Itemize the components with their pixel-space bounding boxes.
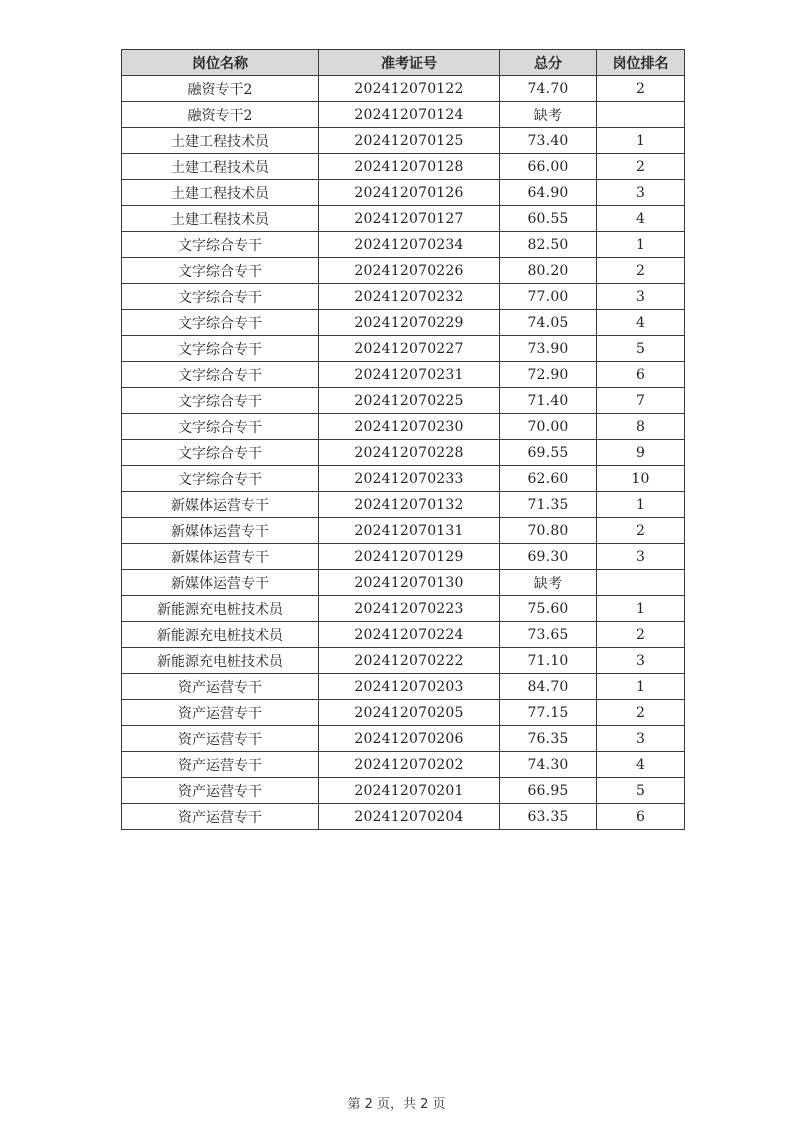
cell-position-rank: 6 bbox=[597, 362, 685, 388]
table-row bbox=[122, 674, 685, 700]
cell-total-score: 73.40 bbox=[500, 128, 597, 154]
cell-exam-number: 202412070225 bbox=[319, 388, 500, 414]
cell-exam-number: 202412070232 bbox=[319, 284, 500, 310]
cell-position-rank: 6 bbox=[597, 804, 685, 830]
cell-position-name: 新能源充电桩技术员 bbox=[122, 596, 319, 622]
cell-position-rank: 9 bbox=[597, 440, 685, 466]
table-row bbox=[122, 388, 685, 414]
cell-position-rank: 4 bbox=[597, 310, 685, 336]
cell-position-rank: 3 bbox=[597, 726, 685, 752]
cell-position-name: 土建工程技术员 bbox=[122, 154, 319, 180]
cell-total-score: 76.35 bbox=[500, 726, 597, 752]
cell-total-score: 缺考 bbox=[500, 570, 597, 596]
cell-position-rank: 3 bbox=[597, 544, 685, 570]
cell-total-score: 75.60 bbox=[500, 596, 597, 622]
table-row bbox=[122, 440, 685, 466]
cell-total-score: 66.95 bbox=[500, 778, 597, 804]
cell-position-name: 新能源充电桩技术员 bbox=[122, 648, 319, 674]
table-row bbox=[122, 518, 685, 544]
score-table bbox=[121, 49, 685, 830]
cell-position-rank bbox=[597, 102, 685, 128]
header-position-name: 岗位名称 bbox=[122, 50, 319, 76]
cell-position-name: 资产运营专干 bbox=[122, 778, 319, 804]
cell-total-score: 64.90 bbox=[500, 180, 597, 206]
table-row bbox=[122, 154, 685, 180]
cell-position-rank: 1 bbox=[597, 674, 685, 700]
cell-exam-number: 202412070229 bbox=[319, 310, 500, 336]
cell-total-score: 84.70 bbox=[500, 674, 597, 700]
cell-position-name: 融资专干2 bbox=[122, 76, 319, 102]
cell-position-name: 新媒体运营专干 bbox=[122, 544, 319, 570]
cell-exam-number: 202412070234 bbox=[319, 232, 500, 258]
cell-total-score: 72.90 bbox=[500, 362, 597, 388]
cell-exam-number: 202412070206 bbox=[319, 726, 500, 752]
cell-position-rank: 2 bbox=[597, 622, 685, 648]
cell-exam-number: 202412070126 bbox=[319, 180, 500, 206]
cell-total-score: 62.60 bbox=[500, 466, 597, 492]
cell-total-score: 63.35 bbox=[500, 804, 597, 830]
cell-exam-number: 202412070124 bbox=[319, 102, 500, 128]
cell-total-score: 71.40 bbox=[500, 388, 597, 414]
table-row bbox=[122, 778, 685, 804]
cell-exam-number: 202412070227 bbox=[319, 336, 500, 362]
table-row bbox=[122, 206, 685, 232]
table-row bbox=[122, 804, 685, 830]
cell-total-score: 71.10 bbox=[500, 648, 597, 674]
cell-exam-number: 202412070230 bbox=[319, 414, 500, 440]
cell-position-rank bbox=[597, 570, 685, 596]
table-row bbox=[122, 76, 685, 102]
table-row bbox=[122, 622, 685, 648]
cell-position-rank: 3 bbox=[597, 284, 685, 310]
cell-position-name: 资产运营专干 bbox=[122, 752, 319, 778]
cell-position-name: 新能源充电桩技术员 bbox=[122, 622, 319, 648]
cell-position-rank: 4 bbox=[597, 206, 685, 232]
cell-exam-number: 202412070205 bbox=[319, 700, 500, 726]
cell-position-name: 文字综合专干 bbox=[122, 232, 319, 258]
cell-total-score: 66.00 bbox=[500, 154, 597, 180]
cell-exam-number: 202412070222 bbox=[319, 648, 500, 674]
cell-position-name: 文字综合专干 bbox=[122, 466, 319, 492]
cell-total-score: 82.50 bbox=[500, 232, 597, 258]
header-position-rank: 岗位排名 bbox=[597, 50, 685, 76]
cell-exam-number: 202412070228 bbox=[319, 440, 500, 466]
cell-position-name: 土建工程技术员 bbox=[122, 206, 319, 232]
cell-position-name: 文字综合专干 bbox=[122, 388, 319, 414]
table-row bbox=[122, 284, 685, 310]
table-row bbox=[122, 258, 685, 284]
cell-position-rank: 3 bbox=[597, 648, 685, 674]
cell-position-rank: 2 bbox=[597, 700, 685, 726]
cell-exam-number: 202412070231 bbox=[319, 362, 500, 388]
table-row bbox=[122, 414, 685, 440]
cell-total-score: 70.00 bbox=[500, 414, 597, 440]
cell-total-score: 74.05 bbox=[500, 310, 597, 336]
cell-position-name: 文字综合专干 bbox=[122, 414, 319, 440]
table-row bbox=[122, 310, 685, 336]
cell-position-rank: 2 bbox=[597, 518, 685, 544]
cell-position-rank: 1 bbox=[597, 492, 685, 518]
cell-position-rank: 2 bbox=[597, 258, 685, 284]
cell-exam-number: 202412070204 bbox=[319, 804, 500, 830]
table-row bbox=[122, 362, 685, 388]
cell-position-rank: 7 bbox=[597, 388, 685, 414]
table-row bbox=[122, 180, 685, 206]
cell-position-name: 土建工程技术员 bbox=[122, 180, 319, 206]
cell-exam-number: 202412070130 bbox=[319, 570, 500, 596]
cell-exam-number: 202412070202 bbox=[319, 752, 500, 778]
cell-total-score: 70.80 bbox=[500, 518, 597, 544]
cell-exam-number: 202412070129 bbox=[319, 544, 500, 570]
table-row bbox=[122, 102, 685, 128]
cell-exam-number: 202412070223 bbox=[319, 596, 500, 622]
cell-position-name: 新媒体运营专干 bbox=[122, 518, 319, 544]
table-row bbox=[122, 544, 685, 570]
cell-position-rank: 10 bbox=[597, 466, 685, 492]
cell-position-name: 融资专干2 bbox=[122, 102, 319, 128]
cell-total-score: 74.30 bbox=[500, 752, 597, 778]
cell-exam-number: 202412070233 bbox=[319, 466, 500, 492]
cell-position-rank: 5 bbox=[597, 336, 685, 362]
cell-position-rank: 1 bbox=[597, 596, 685, 622]
cell-position-rank: 2 bbox=[597, 154, 685, 180]
table-row bbox=[122, 726, 685, 752]
cell-position-name: 文字综合专干 bbox=[122, 362, 319, 388]
cell-position-name: 文字综合专干 bbox=[122, 440, 319, 466]
cell-total-score: 69.30 bbox=[500, 544, 597, 570]
cell-total-score: 74.70 bbox=[500, 76, 597, 102]
cell-exam-number: 202412070201 bbox=[319, 778, 500, 804]
cell-exam-number: 202412070125 bbox=[319, 128, 500, 154]
table-body bbox=[122, 76, 685, 830]
cell-position-name: 文字综合专干 bbox=[122, 336, 319, 362]
cell-position-name: 新媒体运营专干 bbox=[122, 570, 319, 596]
table-row bbox=[122, 648, 685, 674]
table-row bbox=[122, 492, 685, 518]
cell-position-rank: 5 bbox=[597, 778, 685, 804]
table-row bbox=[122, 128, 685, 154]
table-row bbox=[122, 752, 685, 778]
header-exam-number: 准考证号 bbox=[319, 50, 500, 76]
cell-exam-number: 202412070132 bbox=[319, 492, 500, 518]
cell-exam-number: 202412070226 bbox=[319, 258, 500, 284]
cell-total-score: 69.55 bbox=[500, 440, 597, 466]
cell-position-rank: 1 bbox=[597, 128, 685, 154]
cell-position-rank: 8 bbox=[597, 414, 685, 440]
cell-position-name: 新媒体运营专干 bbox=[122, 492, 319, 518]
cell-total-score: 77.00 bbox=[500, 284, 597, 310]
cell-position-name: 资产运营专干 bbox=[122, 726, 319, 752]
cell-exam-number: 202412070128 bbox=[319, 154, 500, 180]
cell-exam-number: 202412070131 bbox=[319, 518, 500, 544]
table-row bbox=[122, 336, 685, 362]
cell-position-rank: 2 bbox=[597, 76, 685, 102]
cell-position-name: 资产运营专干 bbox=[122, 804, 319, 830]
table-row bbox=[122, 700, 685, 726]
cell-position-name: 文字综合专干 bbox=[122, 310, 319, 336]
header-row bbox=[122, 50, 685, 76]
table-row bbox=[122, 570, 685, 596]
cell-position-name: 资产运营专干 bbox=[122, 700, 319, 726]
cell-position-name: 文字综合专干 bbox=[122, 284, 319, 310]
cell-position-name: 土建工程技术员 bbox=[122, 128, 319, 154]
cell-total-score: 77.15 bbox=[500, 700, 597, 726]
cell-position-name: 文字综合专干 bbox=[122, 258, 319, 284]
cell-total-score: 60.55 bbox=[500, 206, 597, 232]
cell-position-name: 资产运营专干 bbox=[122, 674, 319, 700]
cell-total-score: 73.90 bbox=[500, 336, 597, 362]
cell-position-rank: 3 bbox=[597, 180, 685, 206]
cell-total-score: 缺考 bbox=[500, 102, 597, 128]
cell-exam-number: 202412070203 bbox=[319, 674, 500, 700]
table-row bbox=[122, 232, 685, 258]
page-footer: 第 2 页，共 2 页 bbox=[347, 1097, 446, 1112]
cell-position-rank: 1 bbox=[597, 232, 685, 258]
header-total-score: 总分 bbox=[500, 50, 597, 76]
cell-exam-number: 202412070122 bbox=[319, 76, 500, 102]
cell-total-score: 71.35 bbox=[500, 492, 597, 518]
cell-total-score: 80.20 bbox=[500, 258, 597, 284]
table-row bbox=[122, 466, 685, 492]
cell-exam-number: 202412070127 bbox=[319, 206, 500, 232]
table-header bbox=[122, 50, 685, 76]
table-row bbox=[122, 596, 685, 622]
cell-position-rank: 4 bbox=[597, 752, 685, 778]
cell-exam-number: 202412070224 bbox=[319, 622, 500, 648]
cell-total-score: 73.65 bbox=[500, 622, 597, 648]
